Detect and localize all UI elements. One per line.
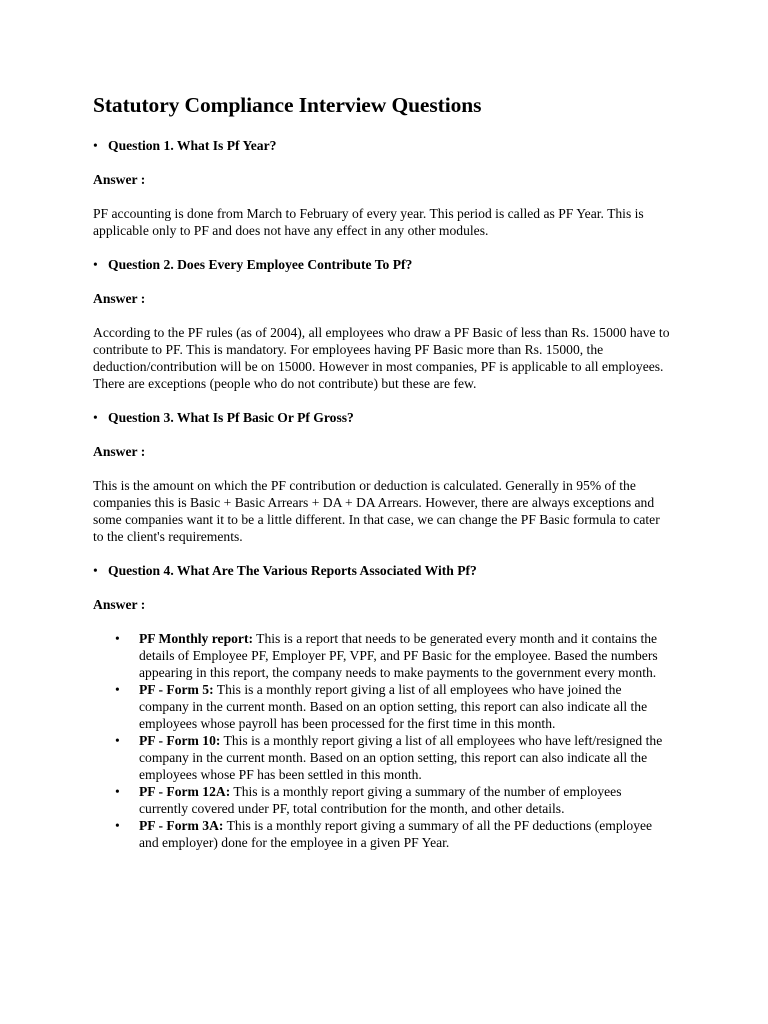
list-item — [93, 630, 673, 681]
report-term: PF Monthly report: — [139, 631, 254, 646]
list-item — [93, 732, 673, 783]
answer-2-text: According to the PF rules (as of 2004), all employees who draw a PF Basic of less than Rs. 15000 have to contribute to PF. This is mandatory. For employees having PF Basic more than Rs. 15000, the deduction/contribution will be on 15000. However in most companies, PF is applicable to all employees. There are exceptions (people who do not contribute) but these are few. — [93, 325, 670, 391]
question-2-text: Question 2. Does Every Employee Contribute To Pf? — [108, 257, 413, 272]
question-4-text: Question 4. What Are The Various Reports Associated With Pf? — [108, 563, 477, 578]
document-title: Statutory Compliance Interview Questions — [93, 93, 482, 117]
bullet-icon: • — [93, 257, 98, 272]
question-3-text: Question 3. What Is Pf Basic Or Pf Gross? — [108, 410, 354, 425]
question-1 — [93, 137, 673, 154]
bullet-icon: • — [93, 563, 98, 578]
report-description: This is a monthly report giving a list of all employees who have left/resigned the company in the current month. Based on an option setting, this report can also indicate all the employees whose PF has been settled in this month. — [139, 733, 663, 782]
bullet-icon: • — [115, 733, 120, 748]
bullet-icon: • — [115, 631, 120, 646]
question-4 — [93, 562, 673, 579]
report-description: This is a monthly report giving a summary of all the PF deductions (employee and employer) done for the employee in a given PF Year. — [139, 818, 653, 850]
answer-1-text: PF accounting is done from March to February of every year. This period is called as PF Year. This is applicable only to PF and does not have any effect in any other modules. — [93, 206, 644, 238]
answer-3-text: This is the amount on which the PF contribution or deduction is calculated. Generally in 95% of the companies this is Basic + Basic Arrears + DA + DA Arrears. However, there are always exceptions and some companies want it to be a little different. In that case, we can change the PF Basic formula to cater to the client's requirements. — [93, 478, 660, 544]
report-term: PF - Form 12A: — [139, 784, 231, 799]
answer-label-4: Answer : — [93, 597, 146, 612]
document-page — [93, 90, 673, 851]
answer-label-1: Answer : — [93, 172, 146, 187]
report-description: This is a monthly report giving a list of all employees who have joined the company in the current month. Based on an option setting, this report can also indicate all the employees whose payroll has been processed for the first time in this month. — [139, 682, 648, 731]
answer-label-2: Answer : — [93, 291, 146, 306]
report-term: PF - Form 10: — [139, 733, 221, 748]
reports-list — [93, 630, 673, 851]
question-3 — [93, 409, 673, 426]
bullet-icon: • — [115, 784, 120, 799]
question-1-text: Question 1. What Is Pf Year? — [108, 138, 277, 153]
list-item — [93, 817, 673, 851]
report-term: PF - Form 3A: — [139, 818, 224, 833]
bullet-icon: • — [115, 682, 120, 697]
bullet-icon: • — [115, 818, 120, 833]
list-item — [93, 681, 673, 732]
list-item — [93, 783, 673, 817]
answer-label-3: Answer : — [93, 444, 146, 459]
bullet-icon: • — [93, 138, 98, 153]
question-2 — [93, 256, 673, 273]
report-description: This is a monthly report giving a summary of the number of employees currently covered under PF, total contribution for the month, and other details. — [139, 784, 622, 816]
report-term: PF - Form 5: — [139, 682, 214, 697]
report-description: This is a report that needs to be generated every month and it contains the details of Employee PF, Employer PF, VPF, and PF Basic for the employee. Based the numbers appearing in this report, the company needs to make payments to the government every month. — [139, 631, 658, 680]
bullet-icon: • — [93, 410, 98, 425]
